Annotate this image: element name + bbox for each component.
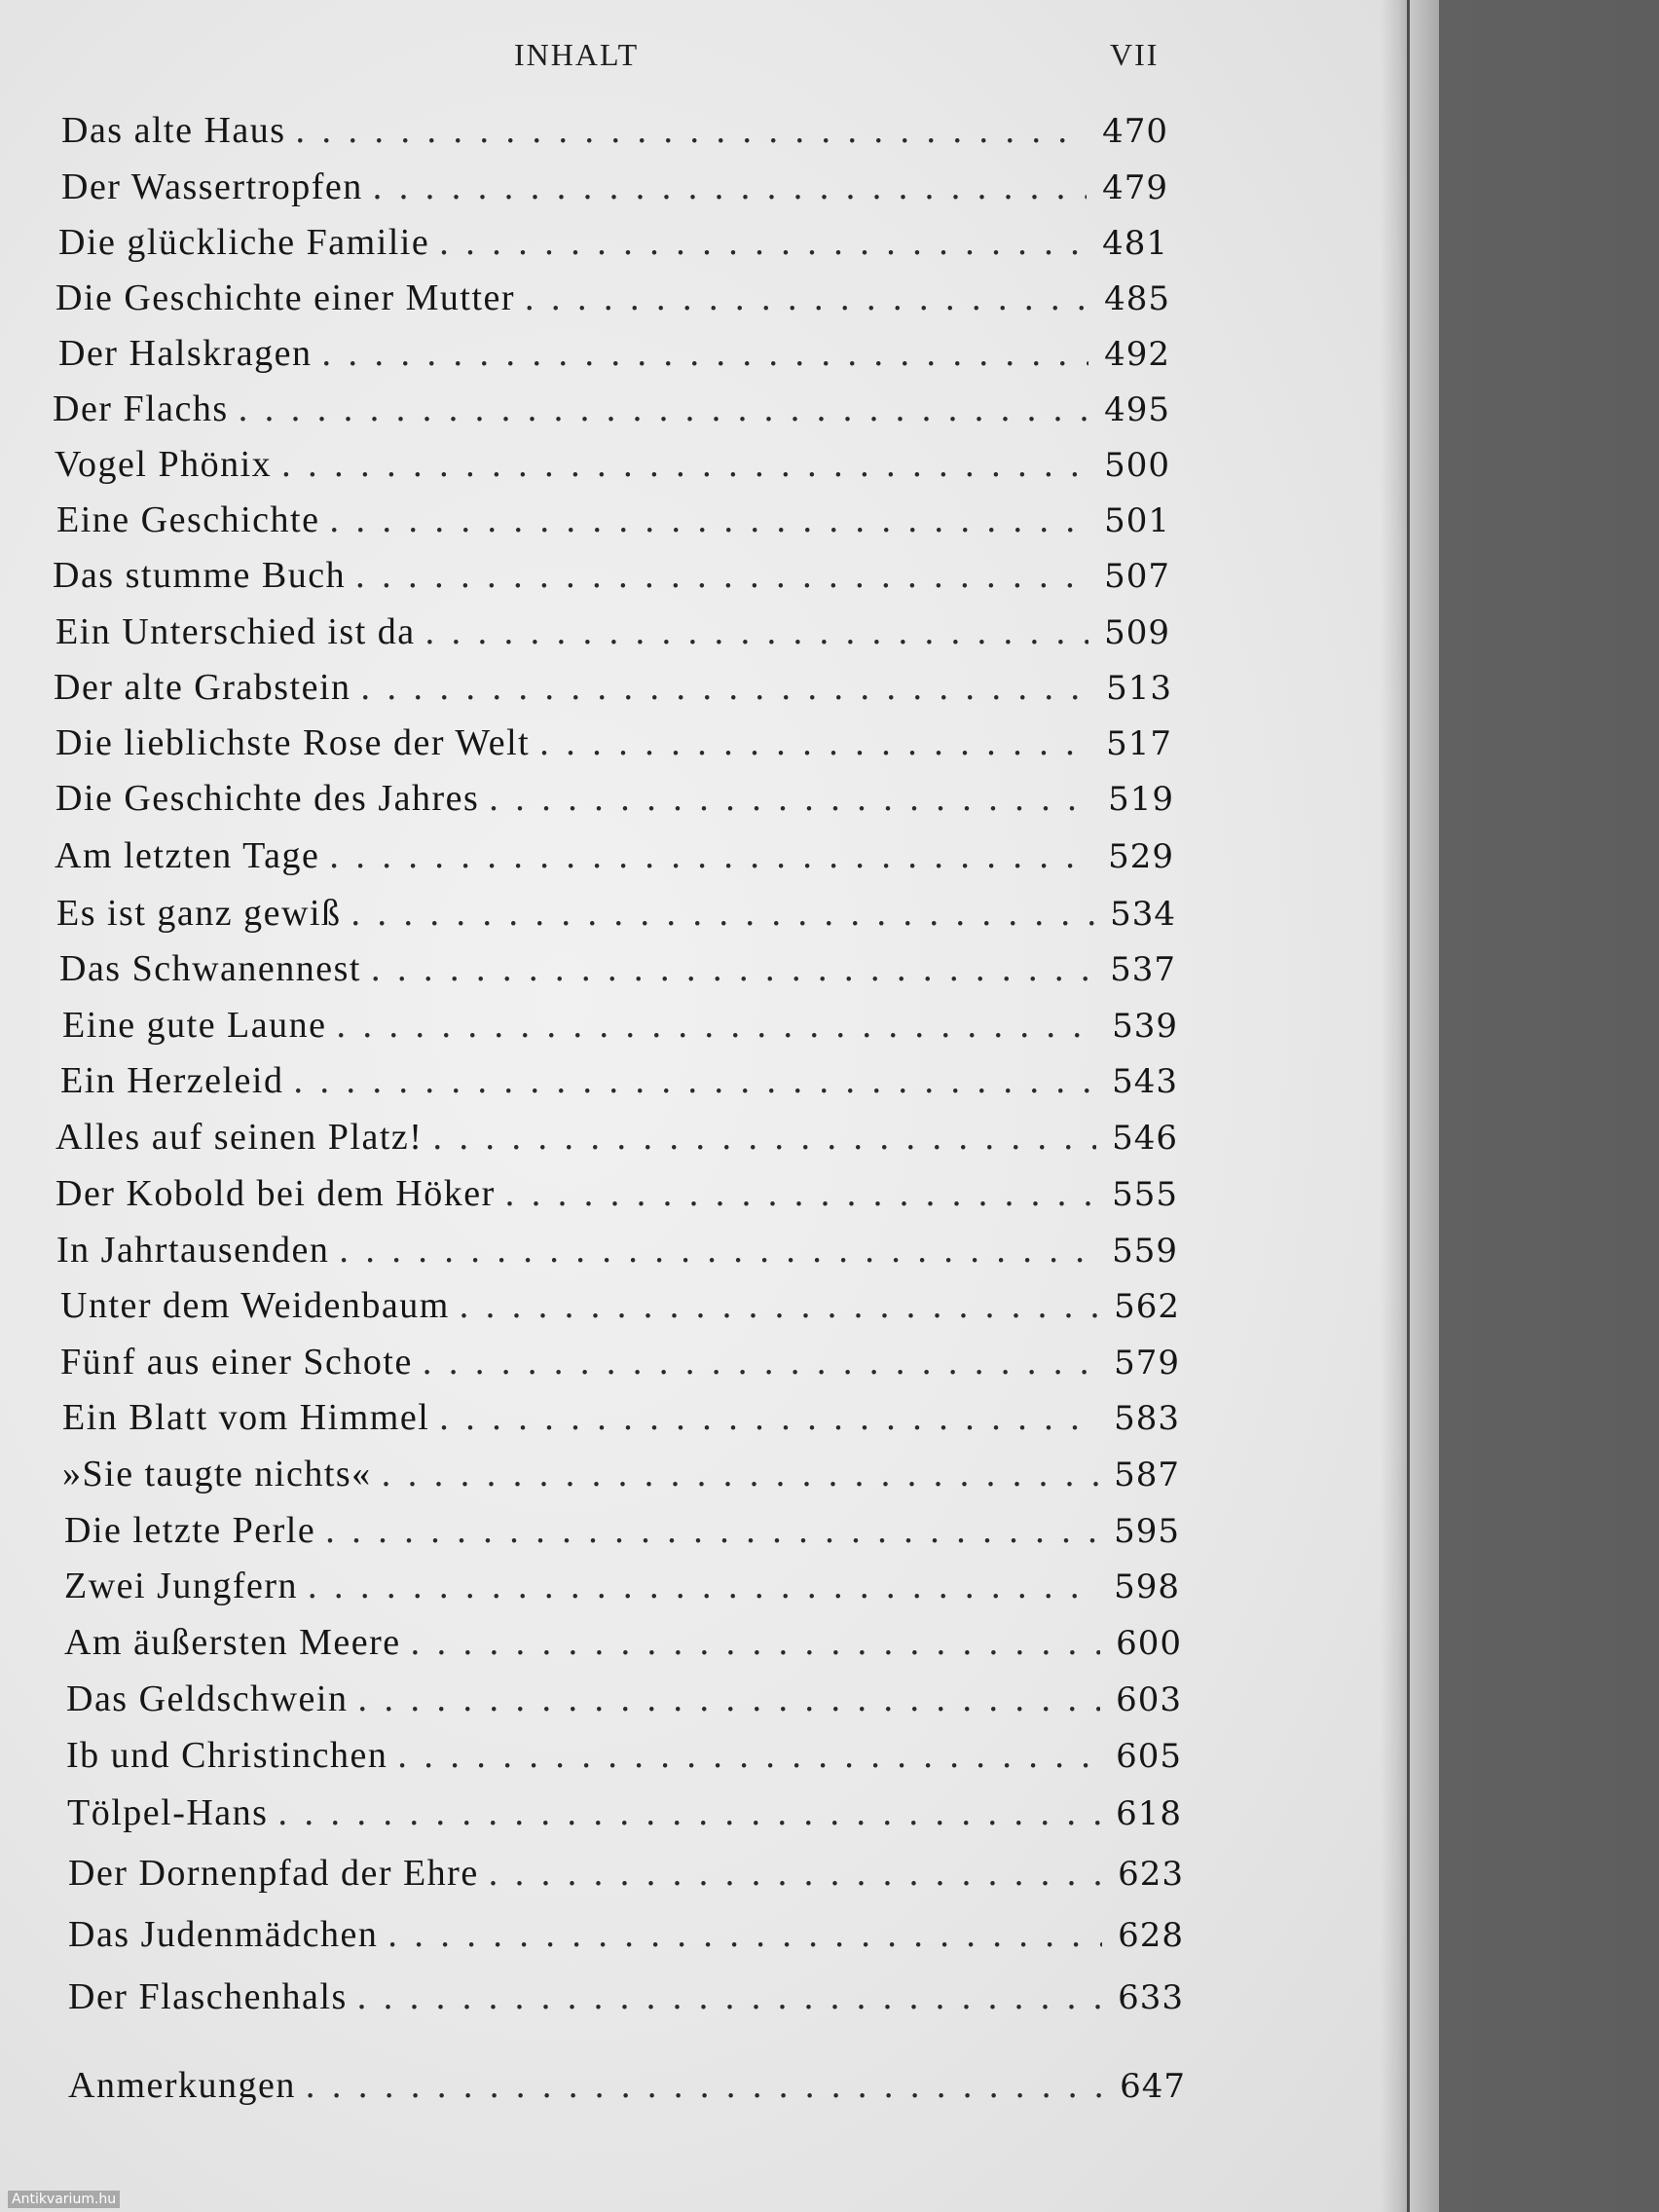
toc-dot-leader — [371, 947, 1094, 990]
running-head-page-number: VII — [1110, 37, 1160, 72]
toc-entry — [55, 1172, 1178, 1221]
toc-dot-leader — [306, 2064, 1104, 2107]
toc-entry — [58, 221, 1168, 270]
toc-entry-title: Der Flachs — [53, 388, 229, 429]
toc-dot-leader — [425, 610, 1088, 653]
toc-entry-page-number: 509 — [1104, 613, 1170, 652]
toc-dot-leader — [489, 1852, 1102, 1895]
toc-dot-leader — [539, 721, 1090, 764]
toc-entry-page-number: 529 — [1108, 837, 1174, 876]
toc-entry — [55, 610, 1170, 659]
toc-entry-page-number: 618 — [1116, 1794, 1182, 1833]
toc-entry-page-number: 628 — [1118, 1916, 1184, 1955]
toc-dot-leader — [296, 109, 1087, 152]
toc-entry — [55, 1116, 1178, 1164]
toc-entry — [64, 1621, 1182, 1670]
toc-entry-title: Am äußersten Meere — [64, 1622, 401, 1663]
toc-dot-leader — [411, 1621, 1100, 1664]
toc-entry — [54, 666, 1172, 715]
toc-entry-page-number: 579 — [1114, 1344, 1180, 1382]
toc-dot-leader — [337, 1004, 1096, 1047]
toc-entry-page-number: 562 — [1114, 1287, 1180, 1326]
toc-dot-leader — [322, 332, 1088, 375]
toc-entry-page-number: 600 — [1116, 1624, 1182, 1663]
toc-entry — [61, 166, 1168, 214]
toc-entry-title: Der Flaschenhals — [68, 1976, 348, 2017]
toc-entry-page-number: 492 — [1104, 335, 1170, 374]
toc-dot-leader — [329, 834, 1092, 877]
toc-entry — [64, 1565, 1180, 1613]
toc-entry-page-number: 519 — [1108, 780, 1174, 819]
toc-entry-title: Die glückliche Familie — [58, 222, 430, 263]
toc-entry — [55, 443, 1170, 492]
toc-entry — [66, 1734, 1182, 1783]
toc-entry — [58, 332, 1170, 381]
toc-entry-title: Ein Herzeleid — [60, 1060, 284, 1101]
toc-entry-title: Zwei Jungfern — [64, 1566, 299, 1606]
toc-entry — [61, 109, 1168, 158]
toc-entry-title: Die letzte Perle — [64, 1510, 316, 1551]
toc-entry — [67, 1791, 1182, 1840]
toc-entry-page-number: 537 — [1110, 950, 1176, 989]
toc-entry-page-number: 517 — [1106, 724, 1172, 763]
toc-dot-leader — [357, 1677, 1100, 1720]
toc-entry — [68, 1852, 1184, 1900]
toc-entry-title: Der Halskragen — [58, 333, 313, 374]
toc-entry-page-number: 598 — [1114, 1567, 1180, 1606]
toc-dot-leader — [308, 1565, 1098, 1607]
toc-dot-leader — [525, 276, 1088, 319]
toc-entry-page-number: 470 — [1102, 112, 1168, 151]
toc-entry-title: Der Kobold bei dem Höker — [55, 1173, 496, 1214]
toc-entry-page-number: 500 — [1104, 446, 1170, 485]
toc-entry — [56, 1229, 1178, 1277]
toc-entry — [66, 1677, 1182, 1726]
toc-entry-title: Das Judenmädchen — [68, 1914, 379, 1955]
toc-entry-title: Das alte Haus — [61, 110, 286, 151]
toc-entry — [62, 1453, 1180, 1501]
toc-dot-leader — [382, 1453, 1098, 1495]
toc-entry-title: Das Geldschwein — [66, 1678, 349, 1719]
toc-entry-page-number: 495 — [1104, 390, 1170, 429]
toc-entry — [68, 1913, 1184, 1962]
toc-dot-leader — [325, 1509, 1098, 1552]
toc-dot-leader — [357, 1975, 1102, 2018]
toc-entry-title: Die Geschichte des Jahres — [55, 778, 480, 819]
toc-entry-page-number: 539 — [1112, 1007, 1178, 1046]
toc-entry-title: Vogel Phönix — [55, 444, 273, 485]
book-spine — [1410, 0, 1439, 2212]
toc-entry — [62, 1004, 1178, 1052]
toc-dot-leader — [293, 1059, 1096, 1102]
watermark: Antikvarium.hu — [8, 2191, 120, 2208]
toc-dot-leader — [432, 1116, 1096, 1159]
toc-entry — [60, 1059, 1178, 1108]
toc-entry — [53, 387, 1170, 436]
toc-entry-title: Das stumme Buch — [53, 555, 347, 596]
toc-entry-page-number: 501 — [1104, 501, 1170, 540]
toc-entry — [55, 721, 1172, 770]
toc-entry-title: Die lieblichste Rose der Welt — [55, 722, 531, 763]
toc-entry-title: Das Schwanennest — [59, 948, 361, 989]
toc-dot-leader — [489, 777, 1092, 820]
toc-entry — [55, 777, 1174, 826]
toc-entry-title: Fünf aus einer Schote — [60, 1342, 413, 1382]
toc-entry-page-number: 603 — [1116, 1680, 1182, 1719]
toc-entry — [68, 1975, 1184, 2024]
toc-dot-leader — [239, 387, 1088, 430]
toc-entry-title: Der Dornenpfad der Ehre — [68, 1853, 479, 1894]
toc-dot-leader — [387, 1913, 1102, 1956]
toc-entry-title: Ein Blatt vom Himmel — [62, 1397, 430, 1438]
page-edge-shadow — [1381, 0, 1410, 2212]
toc-entry-page-number: 481 — [1102, 224, 1168, 263]
toc-dot-leader — [460, 1284, 1098, 1327]
toc-entry-page-number: 623 — [1118, 1855, 1184, 1894]
toc-entry-page-number: 546 — [1112, 1119, 1178, 1158]
toc-entry-title: Ein Unterschied ist da — [55, 611, 416, 652]
toc-entry-title: Anmerkungen — [68, 2065, 296, 2106]
toc-entry-title: Eine Geschichte — [56, 499, 320, 540]
toc-entry-title: In Jahrtausenden — [56, 1230, 330, 1271]
toc-entry-title: Ib und Christinchen — [66, 1735, 388, 1776]
toc-entry-title: Der alte Grabstein — [54, 667, 351, 708]
toc-entry-page-number: 485 — [1104, 279, 1170, 318]
toc-entry-title: Die Geschichte einer Mutter — [55, 277, 516, 318]
toc-entry — [60, 1341, 1180, 1389]
toc-entry — [55, 276, 1170, 325]
toc-entry-page-number: 587 — [1114, 1456, 1180, 1494]
toc-entry-page-number: 583 — [1114, 1399, 1180, 1438]
toc-entry-title: Am letzten Tage — [55, 835, 320, 876]
toc-entry-page-number: 534 — [1110, 895, 1176, 934]
toc-entry-title: Der Wassertropfen — [61, 166, 363, 207]
running-head-title: INHALT — [514, 37, 640, 72]
toc-dot-leader — [397, 1734, 1100, 1777]
toc-entry — [64, 1509, 1180, 1558]
toc-dot-leader — [373, 166, 1087, 208]
toc-dot-leader — [423, 1341, 1098, 1383]
toc-entry — [56, 892, 1176, 940]
toc-entry — [59, 947, 1176, 996]
toc-entry-page-number: 647 — [1120, 2067, 1186, 2106]
toc-entry — [68, 2064, 1186, 2113]
toc-entry-page-number: 479 — [1102, 168, 1168, 207]
toc-dot-leader — [439, 1396, 1098, 1439]
toc-entry-page-number: 513 — [1106, 669, 1172, 708]
toc-entry-title: Unter dem Weidenbaum — [60, 1285, 450, 1326]
toc-entry — [60, 1284, 1180, 1333]
toc-dot-leader — [277, 1791, 1100, 1834]
toc-entry-title: Alles auf seinen Platz! — [55, 1117, 424, 1158]
toc-dot-leader — [439, 221, 1087, 264]
toc-dot-leader — [355, 554, 1088, 597]
toc-entry-page-number: 555 — [1112, 1175, 1178, 1214]
toc-entry-page-number: 543 — [1112, 1062, 1178, 1101]
toc-dot-leader — [329, 498, 1088, 541]
toc-entry — [56, 498, 1170, 547]
toc-entry-page-number: 507 — [1104, 557, 1170, 596]
toc-dot-leader — [505, 1172, 1096, 1215]
toc-entry-title: Eine gute Laune — [62, 1005, 327, 1046]
toc-entry-title: Es ist ganz gewiß — [56, 893, 342, 934]
toc-entry-page-number: 605 — [1116, 1737, 1182, 1776]
toc-entry-page-number: 595 — [1114, 1512, 1180, 1551]
toc-dot-leader — [339, 1229, 1096, 1272]
toc-entry — [62, 1396, 1180, 1445]
toc-entry — [53, 554, 1170, 603]
toc-entry-title: »Sie taugte nichts« — [62, 1454, 372, 1494]
toc-entry — [55, 834, 1174, 883]
toc-entry-page-number: 633 — [1118, 1978, 1184, 2017]
toc-entry-page-number: 559 — [1112, 1232, 1178, 1271]
toc-dot-leader — [351, 892, 1094, 935]
toc-dot-leader — [281, 443, 1088, 486]
toc-entry-title: Tölpel-Hans — [67, 1792, 269, 1833]
toc-dot-leader — [361, 666, 1090, 709]
